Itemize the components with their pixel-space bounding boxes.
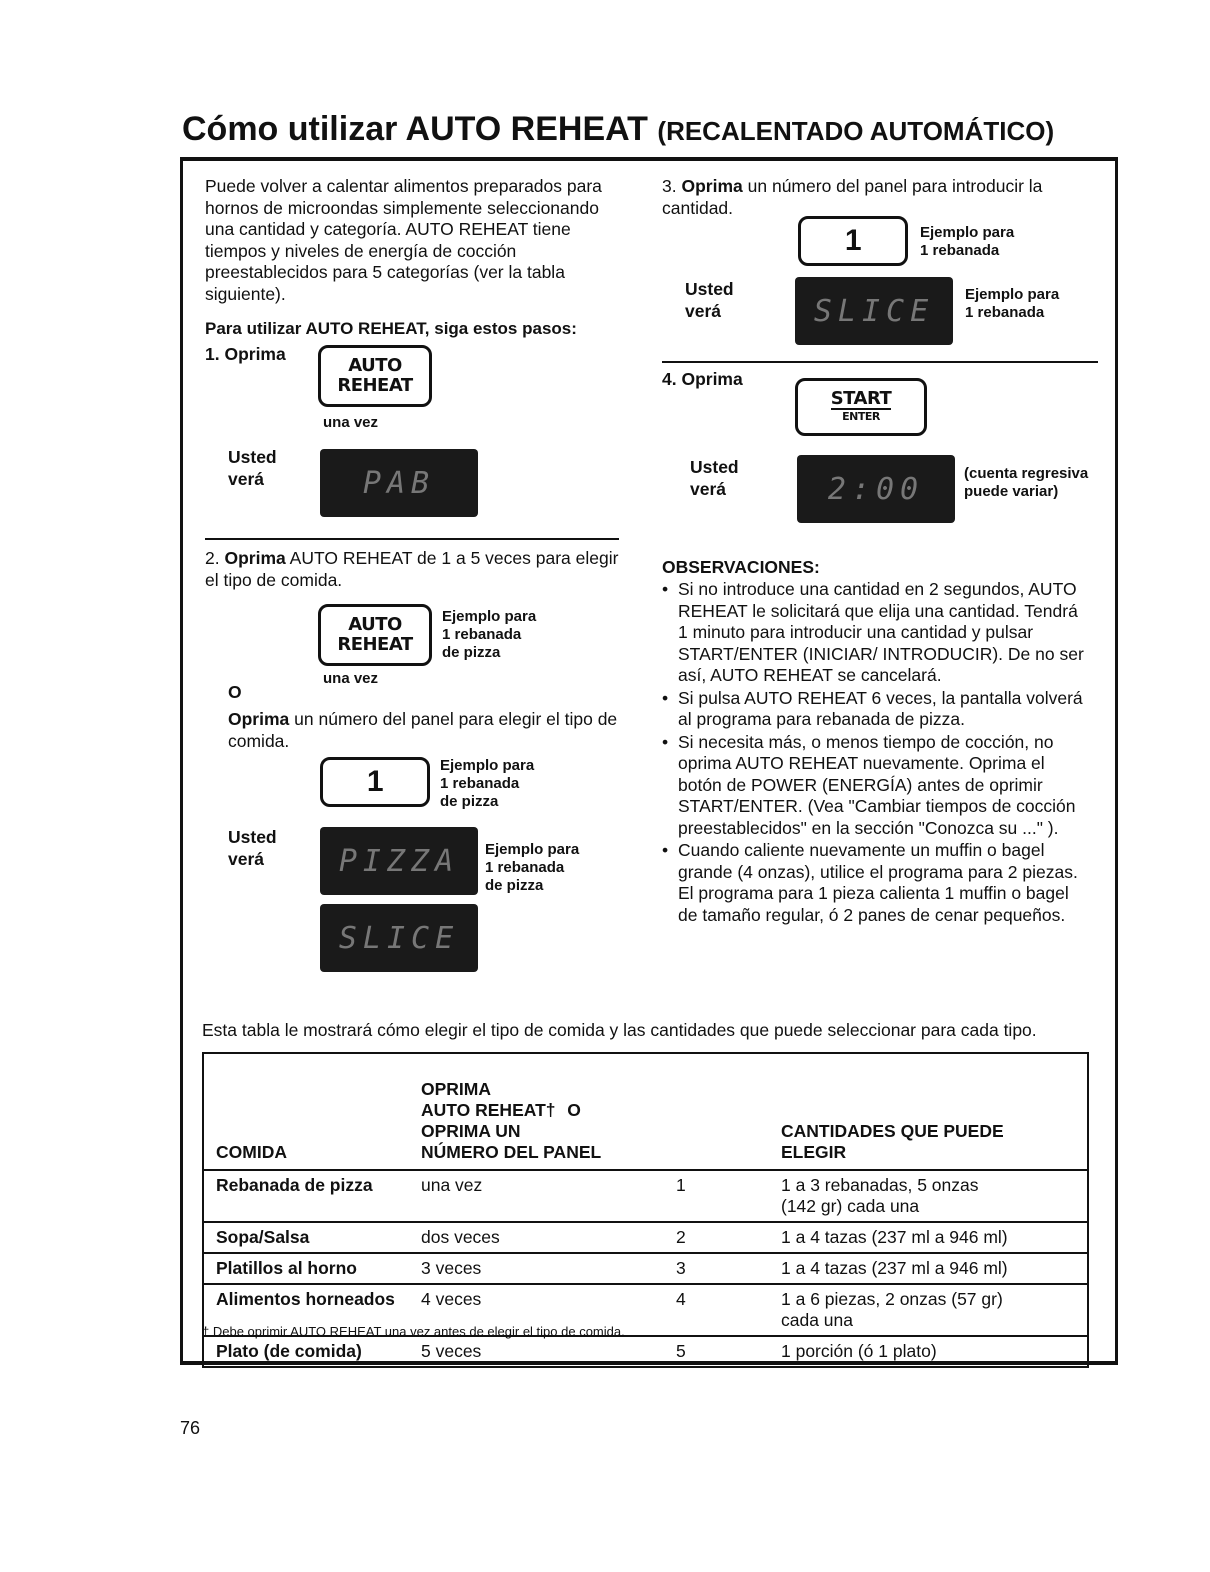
cell-quantity: 1 a 3 rebanadas, 5 onzas (142 gr) cada una	[781, 1175, 979, 1216]
header-or: O	[567, 1100, 581, 1120]
you-see-label	[228, 447, 277, 490]
cell-quantity: 1 porción (ó 1 plato)	[781, 1341, 937, 1361]
cell-number-key: 5	[676, 1341, 686, 1361]
cell-press-count: dos veces	[421, 1227, 500, 1247]
cell-press	[409, 1336, 769, 1367]
cell-number-key: 2	[676, 1227, 686, 1247]
you-see-line2: verá	[228, 468, 265, 489]
you-see3-line2: verá	[685, 300, 722, 321]
observation-item: • Si necesita más, o menos tiempo de cocción, no oprima AUTO REHEAT nuevamente. Oprima el botón de POWER (ENERGÍA) antes de oprimir START/ENTER. (Vea "Cambiar tiempos de cocción preestablecidos" en la sección "Conozca su ..." ).	[660, 732, 1090, 840]
cell-food: Platillos al horno	[216, 1258, 357, 1278]
you-see-label-2	[228, 827, 277, 870]
page-number: 76	[180, 1418, 201, 1438]
header-oprima-num: OPRIMA UN NÚMERO DEL PANEL	[421, 1121, 602, 1162]
number-key-1	[320, 757, 430, 807]
you-see4-line2: verá	[690, 478, 727, 499]
auto-reheat-table	[202, 1052, 1089, 1368]
page-title	[182, 110, 1054, 149]
auto-reheat-key-line1: AUTO	[348, 355, 402, 376]
cell-quantity: 1 a 4 tazas (237 ml a 946 ml)	[781, 1227, 1008, 1247]
cell-food: Plato (de comida)	[216, 1341, 362, 1361]
cell-press	[409, 1222, 769, 1253]
you-see-label-4	[690, 457, 739, 500]
number-key-1-step3	[798, 216, 908, 266]
cell-press	[409, 1253, 769, 1284]
you-see2-line2: verá	[228, 848, 265, 869]
title-main: Cómo utilizar AUTO REHEAT	[182, 110, 648, 148]
example-label-5: Ejemplo para 1 rebanada	[965, 286, 1060, 321]
step1-label: 1. Oprima	[205, 344, 286, 364]
number-key-1-step3-label: 1	[844, 224, 862, 257]
display-pizza: PIZZA	[320, 827, 478, 895]
header-comida: COMIDA	[216, 1142, 287, 1162]
step2-num: 2.	[205, 548, 220, 568]
table-row	[203, 1253, 1088, 1284]
step4-label: 4. Oprima	[662, 369, 743, 389]
example-label-3: Ejemplo para 1 rebanada de pizza	[485, 841, 580, 894]
step2-alt-bold: Oprima	[228, 709, 290, 729]
step3-num: 3.	[662, 176, 677, 196]
you-see2-line1: Usted	[228, 827, 277, 847]
divider	[205, 538, 619, 540]
cell-press-count: una vez	[421, 1175, 483, 1195]
footnote: † Debe oprimir AUTO REHEAT una vez antes de elegir el tipo de comida.	[202, 1324, 625, 1339]
cell-quantity: 1 a 4 tazas (237 ml a 946 ml)	[781, 1258, 1008, 1278]
example-label-4: Ejemplo para 1 rebanada	[920, 224, 1015, 259]
auto-reheat-key-line2: REHEAT	[337, 375, 413, 396]
cell-press-count: 3 veces	[421, 1258, 482, 1278]
step1-once: una vez	[323, 414, 379, 431]
auto-reheat-key2-line1: AUTO	[348, 614, 402, 635]
example-label-2: Ejemplo para 1 rebanada de pizza	[440, 757, 535, 810]
table-header-row	[203, 1053, 1088, 1170]
cell-press-count: 5 veces	[421, 1341, 482, 1361]
divider-right	[662, 361, 1098, 363]
display-pab: PAB	[320, 449, 478, 517]
steps-heading: Para utilizar AUTO REHEAT, siga estos pasos:	[205, 319, 577, 338]
header-oprima-auto: OPRIMA AUTO REHEAT†	[421, 1079, 556, 1120]
cell-press-count: 4 veces	[421, 1289, 482, 1309]
header-cantidades: CANTIDADES QUE PUEDE ELEGIR	[781, 1121, 1004, 1162]
auto-reheat-key-2	[318, 604, 432, 666]
cell-number-key: 3	[676, 1258, 686, 1278]
step2-once: una vez	[323, 670, 379, 687]
cell-quantity: 1 a 6 piezas, 2 onzas (57 gr) cada una	[781, 1289, 1003, 1330]
step2-bold: Oprima	[224, 548, 286, 568]
number-key-1-label: 1	[366, 765, 384, 798]
you-see-line1: Usted	[228, 447, 277, 467]
observation-item: • Cuando caliente nuevamente un muffin o bagel grande (4 onzas), utilice el programa para 2 piezas. El programa para 1 pieza calienta 1 muffin o bagel de tamaño regular, ó 2 panes de cenar pequeños.	[660, 840, 1090, 926]
start-enter-key	[795, 378, 927, 436]
display-countdown: 2:00	[797, 455, 955, 523]
step2-text	[205, 548, 619, 591]
table-row	[203, 1222, 1088, 1253]
step3-desc: un número del panel para introducir la cantidad.	[662, 176, 1043, 218]
start-key-line2: ENTER	[842, 410, 880, 423]
header-oprima	[409, 1053, 769, 1170]
observations-heading: OBSERVACIONES:	[662, 557, 820, 577]
step3-text	[662, 176, 1082, 219]
or-label: O	[228, 682, 242, 702]
cell-number-key: 1	[676, 1175, 686, 1195]
observation-item: • Si pulsa AUTO REHEAT 6 veces, la pantalla volverá al programa para rebanada de pizza.	[660, 688, 1090, 731]
auto-reheat-key	[318, 345, 432, 407]
step2-desc: AUTO REHEAT de 1 a 5 veces para elegir el tipo de comida.	[205, 548, 619, 590]
cell-food: Alimentos horneados	[216, 1289, 395, 1309]
table-row	[203, 1170, 1088, 1222]
step3-bold: Oprima	[681, 176, 743, 196]
cell-number-key: 4	[676, 1289, 686, 1309]
you-see-label-3	[685, 279, 734, 322]
cell-food: Rebanada de pizza	[216, 1175, 373, 1195]
table-row	[203, 1336, 1088, 1367]
intro-paragraph: Puede volver a calentar alimentos preparados para hornos de microondas simplemente seleccionando una cantidad y categoría. AUTO REHEAT tiene tiempos y niveles de energía de cocción preestablecidos para 5 categorías (ver la tabla siguiente).	[205, 176, 602, 304]
step2-alt-text	[228, 709, 623, 752]
countdown-note: (cuenta regresiva puede variar)	[964, 465, 1089, 500]
you-see3-line1: Usted	[685, 279, 734, 299]
display-slice: SLICE	[320, 904, 478, 972]
cell-press	[409, 1170, 769, 1222]
cell-food: Sopa/Salsa	[216, 1227, 310, 1247]
table-intro: Esta tabla le mostrará cómo elegir el tipo de comida y las cantidades que puede seleccionar para cada tipo.	[202, 1020, 1037, 1040]
title-sub: (RECALENTADO AUTOMÁTICO)	[657, 116, 1055, 146]
auto-reheat-key2-line2: REHEAT	[337, 634, 413, 655]
display-slice-step3: SLICE	[795, 277, 953, 345]
start-key-line1: START	[830, 388, 892, 409]
observations-list	[660, 579, 1090, 927]
example-label: Ejemplo para 1 rebanada de pizza	[442, 608, 537, 661]
observation-item: • Si no introduce una cantidad en 2 segundos, AUTO REHEAT le solicitará que elija una cantidad. Tendrá 1 minuto para introducir una cantidad y pulsar START/ENTER (INICIAR/ INTRODUCIR). De no ser así, AUTO REHEAT se cancelará.	[660, 579, 1090, 687]
step2-alt-desc: un número del panel para elegir el tipo de comida.	[228, 709, 618, 751]
you-see4-line1: Usted	[690, 457, 739, 477]
